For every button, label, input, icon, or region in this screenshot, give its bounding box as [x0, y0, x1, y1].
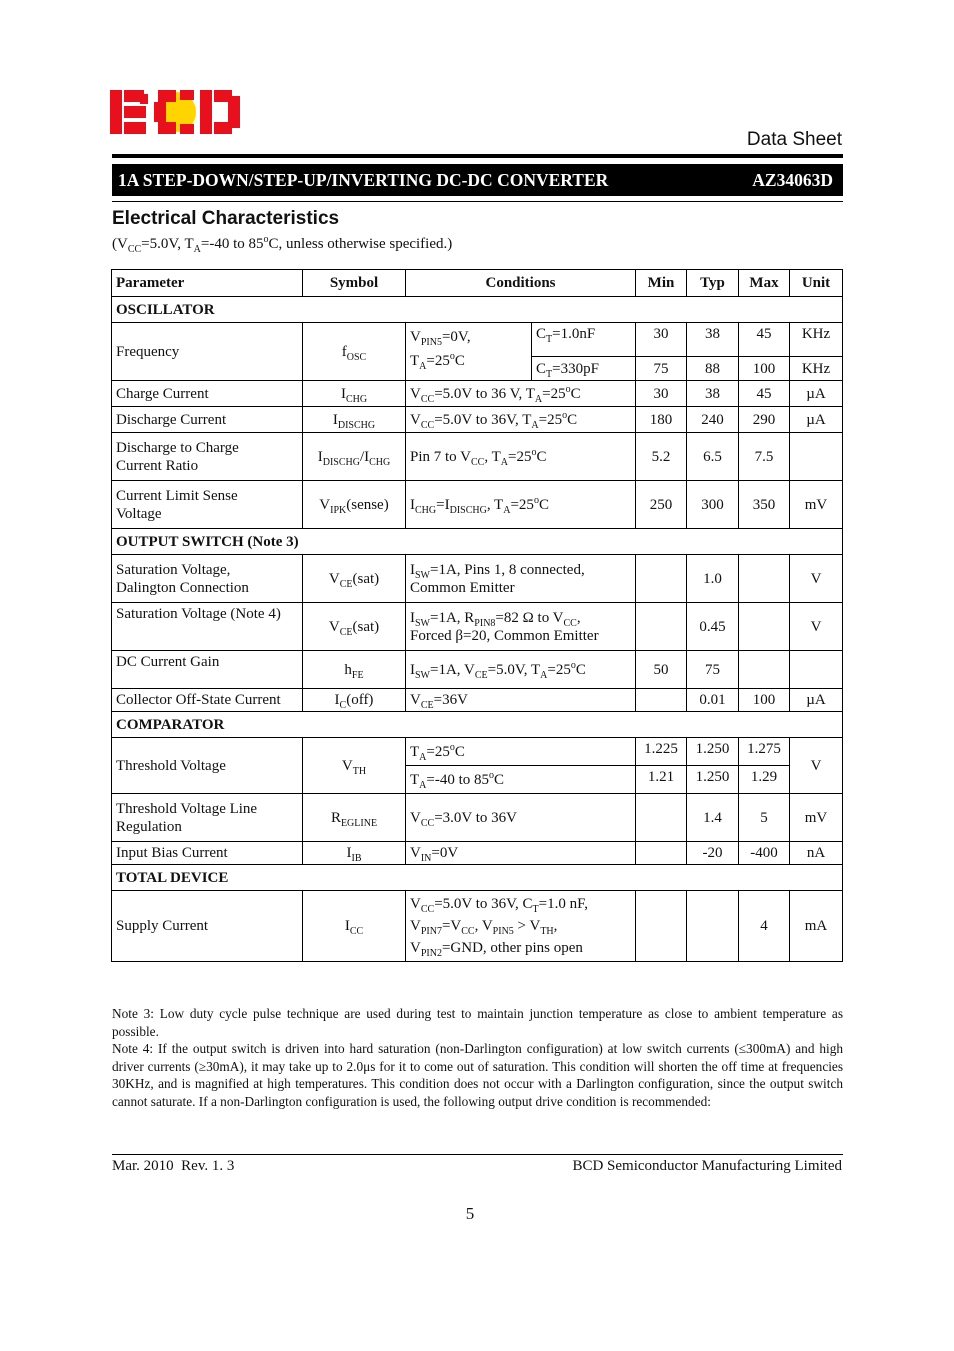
param-supply: Supply Current: [112, 891, 303, 962]
conditions: $I_{SW}=1A$, $V_{CE}=5.0V$, $T_A=25^oC$: [406, 651, 636, 689]
value-max: [739, 603, 790, 651]
header-min: Min: [636, 270, 687, 297]
cond-ct-330pf: $C_T=330pF$: [532, 357, 636, 381]
section-output-switch: OUTPUT SWITCH (Note 3): [112, 529, 843, 555]
symbol: $I_{CHG}$: [303, 381, 406, 407]
value-min: 50: [636, 651, 687, 689]
value-unit: nA: [790, 842, 843, 865]
title-bar: [112, 164, 843, 196]
table-row: [112, 555, 843, 603]
section-comparator: COMPARATOR: [112, 712, 843, 738]
table-row: [112, 794, 843, 842]
value-unit: µA: [790, 689, 843, 712]
table-row: [112, 738, 843, 766]
value-unit: V: [790, 555, 843, 603]
value-min: 180: [636, 407, 687, 433]
value-max: 45: [739, 381, 790, 407]
table-header-row: [112, 270, 843, 297]
symbol: $R_{EGLINE}$: [303, 794, 406, 842]
value-max: 7.5: [739, 433, 790, 481]
value-max: 1.29: [739, 766, 790, 794]
value-typ: 240: [687, 407, 739, 433]
header-conditions: Conditions: [406, 270, 636, 297]
value-typ: 1.250: [687, 738, 739, 766]
param-bias: Input Bias Current: [112, 842, 303, 865]
value-min: [636, 842, 687, 865]
value-unit: [790, 651, 843, 689]
value-unit: KHz: [790, 323, 843, 357]
value-min: 30: [636, 323, 687, 357]
header-typ: Typ: [687, 270, 739, 297]
param-off-state: Collector Off-State Current: [112, 689, 303, 712]
value-min: [636, 689, 687, 712]
table-row: [112, 323, 843, 357]
value-typ: 38: [687, 381, 739, 407]
param-charge-current: Charge Current: [112, 381, 303, 407]
value-typ: 88: [687, 357, 739, 381]
value-min: 75: [636, 357, 687, 381]
symbol: $I_{DISCHG}/I_{CHG}$: [303, 433, 406, 481]
conditions: $V_{CC}=5.0V$ to 36V, $T_A=25^oC$: [406, 407, 636, 433]
value-typ: 1.0: [687, 555, 739, 603]
conditions: $I_{SW}=1A$, $R_{PIN8}=82$ Ω to $V_{CC}$, Forced β=20, Common Emitter: [406, 603, 636, 651]
value-typ: 6.5: [687, 433, 739, 481]
value-typ: 0.45: [687, 603, 739, 651]
conditions-note: ($V_{CC}=5.0V$, $T_A=-40$ to 85$^o$C, unless otherwise specified.): [112, 234, 453, 255]
value-max: 1.275: [739, 738, 790, 766]
cond-ta-25: $T_A=25^oC$: [406, 738, 636, 766]
value-max: 45: [739, 323, 790, 357]
section-title: Electrical Characteristics: [112, 208, 340, 229]
value-unit: mV: [790, 794, 843, 842]
header-parameter: Parameter: [112, 270, 303, 297]
value-unit: mA: [790, 891, 843, 962]
table-row: [112, 651, 843, 689]
header-rule: [112, 154, 843, 158]
table-row: [112, 407, 843, 433]
value-max: 5: [739, 794, 790, 842]
param-line-reg: Threshold Voltage Line Regulation: [112, 794, 303, 842]
value-min: [636, 555, 687, 603]
value-unit: mV: [790, 481, 843, 529]
param-discharge-current: Discharge Current: [112, 407, 303, 433]
value-typ: 1.4: [687, 794, 739, 842]
conditions: $V_{CE}=36V$: [406, 689, 636, 712]
conditions: Pin 7 to $V_{CC}$, $T_A=25^oC$: [406, 433, 636, 481]
param-sat-note4: Saturation Voltage (Note 4): [112, 603, 303, 651]
electrical-characteristics-table: [111, 269, 843, 962]
table-row: [112, 433, 843, 481]
symbol: $I_C(off)$: [303, 689, 406, 712]
conditions: $V_{CC}=5.0V$ to 36V, $C_T=1.0$ nF, $V_{PIN7}=V_{CC}$, $V_{PIN5} > V_{TH}$, $V_{PIN2}=GND$, other pins open: [406, 891, 636, 962]
cond-frequency: $V_{PIN5}=0V$, $T_A=25^oC$: [406, 323, 532, 381]
value-typ: 75: [687, 651, 739, 689]
cond-ta-range: $T_A=-40$ to 85$^o$C: [406, 766, 636, 794]
value-min: 30: [636, 381, 687, 407]
page-number: 5: [465, 1204, 475, 1223]
symbol: $I_{DISCHG}$: [303, 407, 406, 433]
param-frequency: Frequency: [112, 323, 303, 381]
value-typ: 38: [687, 323, 739, 357]
value-max: 290: [739, 407, 790, 433]
conditions: $V_{CC}=5.0V$ to 36 V, $T_A=25^oC$: [406, 381, 636, 407]
part-number: AZ34063D: [752, 169, 833, 190]
value-max: 350: [739, 481, 790, 529]
value-min: 1.21: [636, 766, 687, 794]
footer-company: BCD Semiconductor Manufacturing Limited: [572, 1158, 842, 1174]
data-sheet-label: Data Sheet: [746, 129, 842, 150]
header-max: Max: [739, 270, 790, 297]
symbol-fosc: $f_{OSC}$: [303, 323, 406, 381]
value-min: [636, 603, 687, 651]
value-typ: 0.01: [687, 689, 739, 712]
value-min: 1.225: [636, 738, 687, 766]
value-unit: V: [790, 738, 843, 794]
table-row: [112, 891, 843, 962]
table-row: [112, 842, 843, 865]
value-typ: [687, 891, 739, 962]
value-typ: 1.250: [687, 766, 739, 794]
value-max: 100: [739, 689, 790, 712]
note-4: Note 4: If the output switch is driven into hard saturation (non-Darlington configuration) at low switch currents (≤300mA) and high driver currents (≥30mA), it may take up to 2.0μs for it to come out of saturation. This condition will shorten the off time at frequencies 30KHz, and is magnified at high temperatures. This condition does not occur with a Darlington configuration, since the output switch cannot saturate. If a non-Darlington configuration is used, the following output drive condition is recommended:: [112, 1041, 843, 1109]
bcd-logo: [110, 88, 242, 136]
section-total-device: TOTAL DEVICE: [112, 865, 843, 891]
value-unit: V: [790, 603, 843, 651]
value-unit: µA: [790, 381, 843, 407]
note-3: Note 3: Low duty cycle pulse technique are used during test to maintain junction temperature as close to ambient temperature as possible.: [112, 1006, 843, 1039]
param-sat-darlington: Saturation Voltage, Dalington Connection: [112, 555, 303, 603]
value-max: [739, 651, 790, 689]
value-max: -400: [739, 842, 790, 865]
section-oscillator: OSCILLATOR: [112, 297, 843, 323]
symbol: $h_{FE}$: [303, 651, 406, 689]
table-row: [112, 381, 843, 407]
param-ratio: Discharge to Charge Current Ratio: [112, 433, 303, 481]
conditions: $V_{IN}=0V$: [406, 842, 636, 865]
value-unit: [790, 433, 843, 481]
table-row: [112, 481, 843, 529]
table-row: [112, 689, 843, 712]
symbol: $V_{CE}(sat)$: [303, 603, 406, 651]
conditions: $I_{CHG}=I_{DISCHG}$, $T_A=25^oC$: [406, 481, 636, 529]
value-min: 250: [636, 481, 687, 529]
conditions: $V_{CC}=3.0V$ to 36V: [406, 794, 636, 842]
param-threshold: Threshold Voltage: [112, 738, 303, 794]
value-typ: -20: [687, 842, 739, 865]
value-unit: µA: [790, 407, 843, 433]
symbol: $I_{CC}$: [303, 891, 406, 962]
value-min: [636, 794, 687, 842]
value-min: 5.2: [636, 433, 687, 481]
value-max: [739, 555, 790, 603]
value-min: [636, 891, 687, 962]
param-dc-gain: DC Current Gain: [112, 651, 303, 689]
footer-date-rev: Mar. 2010 Rev. 1. 3: [112, 1158, 235, 1174]
header-symbol: Symbol: [303, 270, 406, 297]
value-max: 100: [739, 357, 790, 381]
symbol: $V_{TH}$: [303, 738, 406, 794]
symbol: $V_{CE}(sat)$: [303, 555, 406, 603]
conditions: $I_{SW}=1A$, Pins 1, 8 connected, Common Emitter: [406, 555, 636, 603]
value-typ: 300: [687, 481, 739, 529]
symbol: $I_{IB}$: [303, 842, 406, 865]
footer-rule: [112, 1154, 843, 1155]
cond-ct-1nf: $C_T=1.0nF$: [532, 323, 636, 357]
header-unit: Unit: [790, 270, 843, 297]
notes: [112, 1005, 843, 1111]
title-rule: [112, 201, 843, 202]
table-row: [112, 603, 843, 651]
value-max: 4: [739, 891, 790, 962]
symbol: $V_{IPK}(sense)$: [303, 481, 406, 529]
value-unit: KHz: [790, 357, 843, 381]
param-current-limit: Current Limit Sense Voltage: [112, 481, 303, 529]
document-title: 1A STEP-DOWN/STEP-UP/INVERTING DC-DC CONVERTER: [118, 169, 609, 190]
